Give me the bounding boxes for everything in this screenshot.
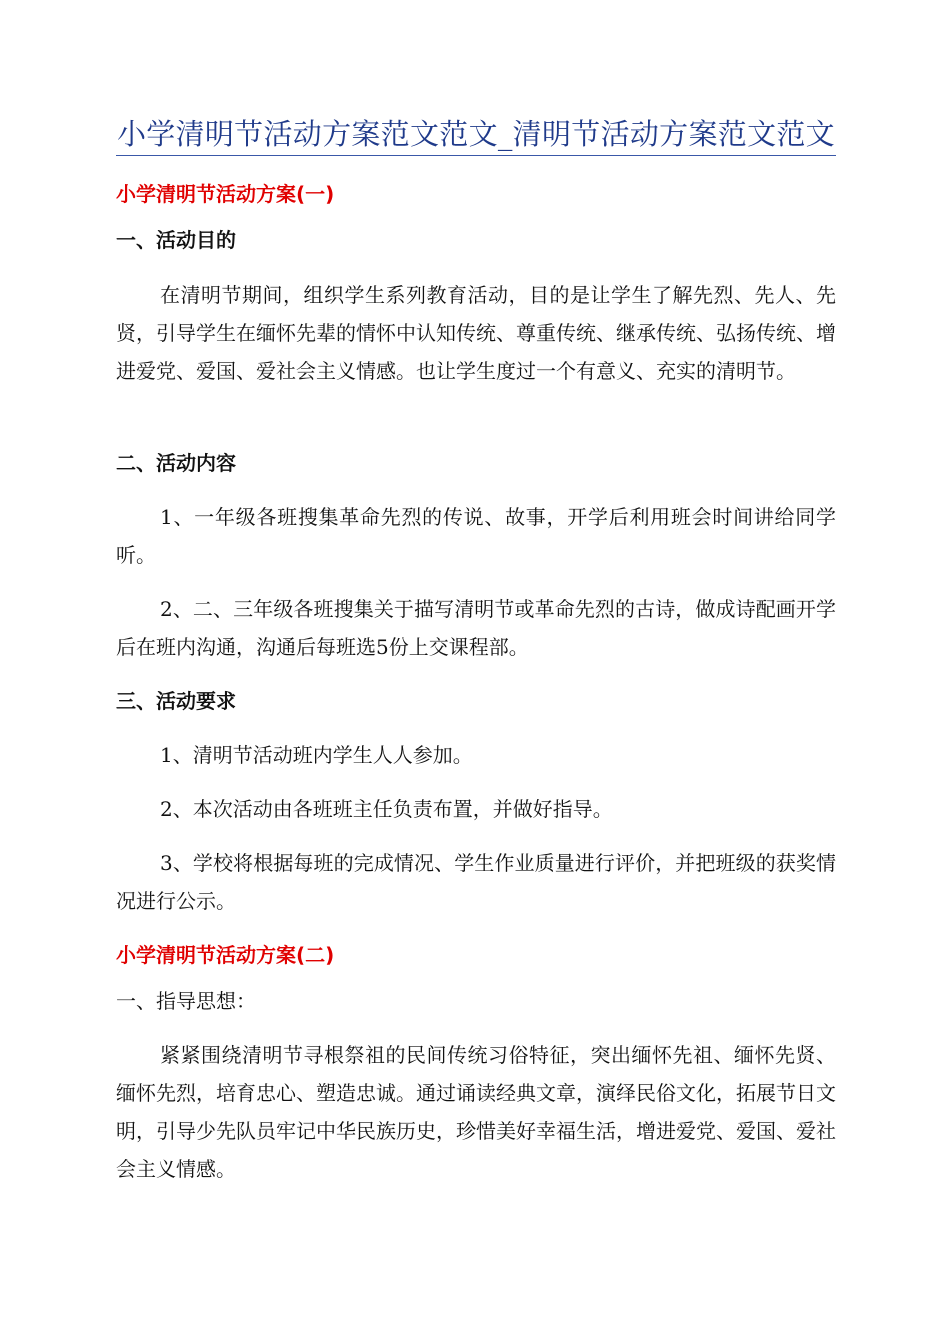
title-underline — [116, 155, 836, 156]
plan-1-section-1-heading: 一、活动目的 — [116, 228, 236, 252]
plan-1-section-2-paragraph-2: 2、二、三年级各班搜集关于描写清明节或革命先烈的古诗，做成诗配画开学后在班内沟通，沟通后每班选5份上交课程部。 — [116, 597, 836, 659]
plan-1-heading: 小学清明节活动方案(一) — [116, 182, 335, 206]
plan-1-section-2-heading: 二、活动内容 — [116, 451, 236, 475]
plan-2-heading: 小学清明节活动方案(二) — [116, 943, 335, 967]
document-title: 小学清明节活动方案范文范文_清明节活动方案范文范文 — [116, 117, 835, 151]
plan-1-section-3-paragraph-2: 2、本次活动由各班班主任负责布置，并做好指导。 — [160, 797, 613, 821]
plan-1-section-3-heading: 三、活动要求 — [116, 689, 236, 713]
plan-2-section-1-paragraph-1: 紧紧围绕清明节寻根祭祖的民间传统习俗特征，突出缅怀先祖、缅怀先贤、缅怀先烈，培育忠心、塑造忠诚。通过诵读经典文章，演绎民俗文化，拓展节日文明，引导少先队员牢记中华民族历史，珍惜美好幸福生活，增进爱党、爱国、爱社会主义情感。 — [116, 1043, 836, 1181]
plan-1-section-2-paragraph-1: 1、一年级各班搜集革命先烈的传说、故事，开学后利用班会时间讲给同学听。 — [116, 505, 836, 567]
plan-1-section-3-paragraph-1: 1、清明节活动班内学生人人参加。 — [160, 743, 473, 767]
plan-1-section-3-paragraph-3: 3、学校将根据每班的完成情况、学生作业质量进行评价，并把班级的获奖情况进行公示。 — [116, 851, 836, 913]
plan-1-section-1-paragraph-1: 在清明节期间，组织学生系列教育活动，目的是让学生了解先烈、先人、先贤，引导学生在缅怀先辈的情怀中认知传统、尊重传统、继承传统、弘扬传统、增进爱党、爱国、爱社会主义情感。也让学生度过一个有意义、充实的清明节。 — [116, 283, 836, 383]
plan-2-section-1-heading: 一、指导思想： — [116, 989, 256, 1013]
